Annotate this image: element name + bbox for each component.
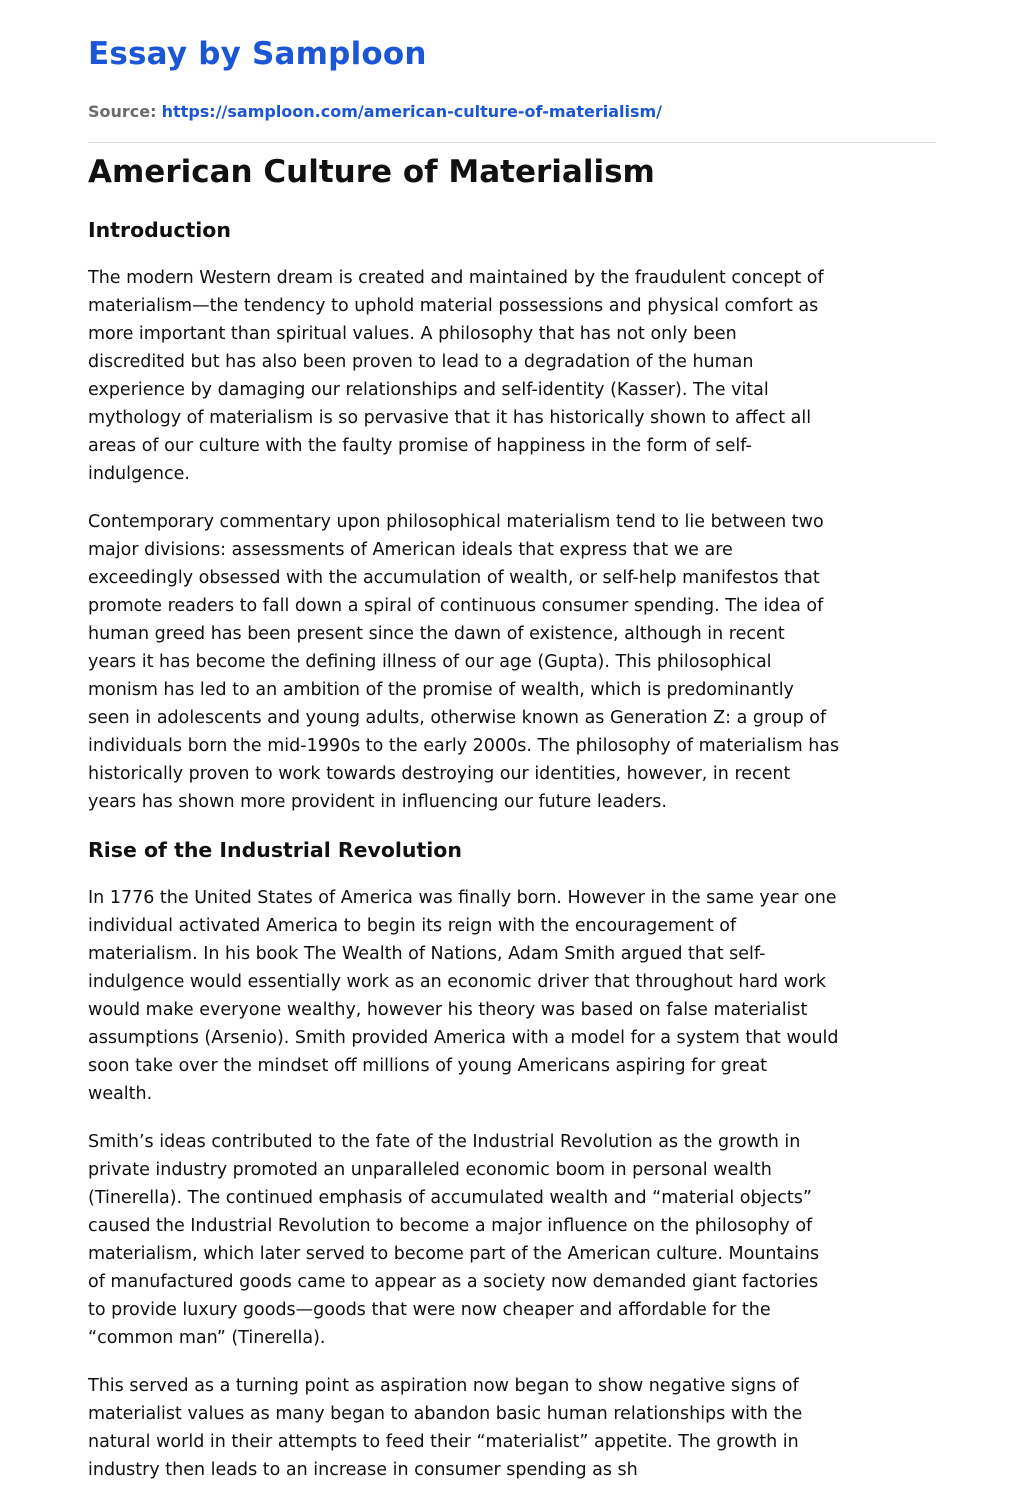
section-heading: Rise of the Industrial Revolution — [88, 838, 462, 862]
paragraph-line: would make everyone wealthy, however his theory was based on false materialist — [88, 1000, 808, 1020]
paragraph-line: years has shown more provident in influencing our future leaders. — [88, 792, 667, 812]
site-brand-title: Essay by Samploon — [88, 36, 427, 72]
paragraph-line: assumptions (Arsenio). Smith provided America with a model for a system that would — [88, 1028, 839, 1048]
source-link[interactable]: https://samploon.com/american-culture-of-materialism/ — [161, 102, 662, 121]
paragraph-line: natural world in their attempts to feed their “materialist” appetite. The growth in — [88, 1432, 799, 1452]
paragraph-line: materialism—the tendency to uphold material possessions and physical comfort as — [88, 296, 819, 316]
paragraph-line: wealth. — [88, 1084, 153, 1104]
paragraph-line: Contemporary commentary upon philosophical materialism tend to lie between two — [88, 512, 824, 532]
paragraph-line: to provide luxury goods—goods that were now cheaper and affordable for the — [88, 1300, 771, 1320]
paragraph-line: materialism, which later served to become part of the American culture. Mountains — [88, 1244, 820, 1264]
paragraph-line: individuals born the mid-1990s to the early 2000s. The philosophy of materialism has — [88, 736, 840, 756]
paragraph-line: In 1776 the United States of America was finally born. However in the same year one — [88, 888, 837, 908]
paragraph-line: indulgence. — [88, 464, 190, 484]
paragraph-line: monism has led to an ambition of the promise of wealth, which is predominantly — [88, 680, 794, 700]
source-label: Source: — [88, 102, 157, 121]
essay-title: American Culture of Materialism — [88, 154, 655, 190]
paragraph-line: promote readers to fall down a spiral of continuous consumer spending. The idea of — [88, 596, 824, 616]
paragraph-line: major divisions: assessments of American ideals that express that we are — [88, 540, 733, 560]
paragraph-line: materialist values as many began to abandon basic human relationships with the — [88, 1404, 803, 1424]
paragraph-line: This served as a turning point as aspiration now began to show negative signs of — [88, 1376, 799, 1396]
paragraph-line: (Tinerella). The continued emphasis of accumulated wealth and “material objects” — [88, 1188, 812, 1208]
essay-paragraph — [88, 264, 936, 488]
paragraph-line: private industry promoted an unparalleled economic boom in personal wealth — [88, 1160, 772, 1180]
paragraph-line: caused the Industrial Revolution to become a major influence on the philosophy of — [88, 1216, 813, 1236]
paragraph-line: discredited but has also been proven to lead to a degradation of the human — [88, 352, 754, 372]
essay-body — [88, 216, 936, 1504]
paragraph-line: seen in adolescents and young adults, otherwise known as Generation Z: a group of — [88, 708, 827, 728]
paragraph-line: historically proven to work towards destroying our identities, however, in recent — [88, 764, 791, 784]
paragraph-line: materialism. In his book The Wealth of Nations, Adam Smith argued that self- — [88, 944, 766, 964]
paragraph-line: individual activated America to begin its reign with the encouragement of — [88, 916, 737, 936]
paragraph-line: of manufactured goods came to appear as a society now demanded giant factories — [88, 1272, 819, 1292]
paragraph-line: The modern Western dream is created and maintained by the fraudulent concept of — [88, 268, 824, 288]
paragraph-line: areas of our culture with the faulty promise of happiness in the form of self- — [88, 436, 752, 456]
paragraph-line: Smith’s ideas contributed to the fate of the Industrial Revolution as the growth in — [88, 1132, 801, 1152]
header-divider — [88, 142, 936, 143]
paragraph-line: industry then leads to an increase in consumer spending as sh — [88, 1460, 638, 1480]
essay-paragraph — [88, 508, 936, 816]
paragraph-line: more important than spiritual values. A philosophy that has not only been — [88, 324, 737, 344]
paragraph-line: indulgence would essentially work as an economic driver that throughout hard work — [88, 972, 827, 992]
source-line — [88, 102, 662, 121]
paragraph-line: human greed has been present since the dawn of existence, although in recent — [88, 624, 785, 644]
essay-paragraph — [88, 1128, 936, 1352]
paragraph-line: years it has become the defining illness of our age (Gupta). This philosophical — [88, 652, 772, 672]
paragraph-line: soon take over the mindset off millions of young Americans aspiring for great — [88, 1056, 768, 1076]
paragraph-line: experience by damaging our relationships and self-identity (Kasser). The vital — [88, 380, 769, 400]
essay-paragraph — [88, 1372, 936, 1484]
section-heading: Introduction — [88, 218, 231, 242]
paragraph-line: “common man” (Tinerella). — [88, 1328, 326, 1348]
paragraph-line: mythology of materialism is so pervasive that it has historically shown to affect all — [88, 408, 812, 428]
paragraph-line: exceedingly obsessed with the accumulation of wealth, or self-help manifestos that — [88, 568, 820, 588]
essay-paragraph — [88, 884, 936, 1108]
